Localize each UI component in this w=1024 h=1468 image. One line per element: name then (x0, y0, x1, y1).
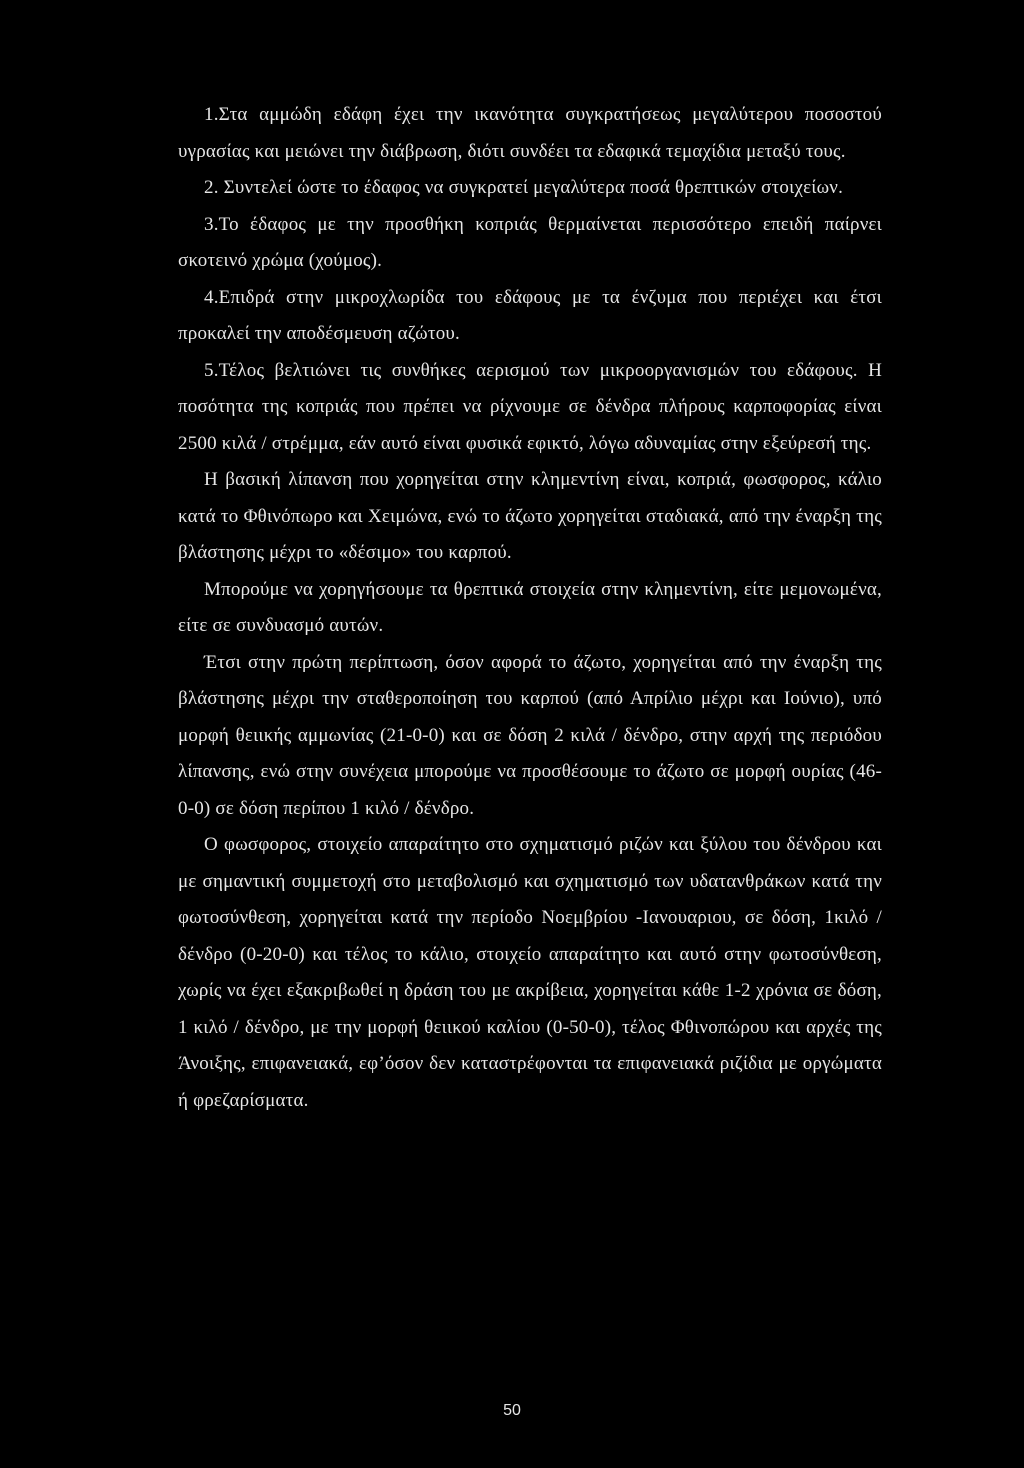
paragraph-1: 1.Στα αμμώδη εδάφη έχει την ικανότητα συγκρατήσεως μεγαλύτερου ποσοστού υγρασίας και μειώνει την διάβρωση, διότι συνδέει τα εδαφικά τεμαχίδια μεταξύ τους. (178, 104, 882, 162)
page-number: 50 (503, 1402, 521, 1419)
paragraph-2: 2. Συντελεί ώστε το έδαφος να συγκρατεί μεγαλύτερα ποσά θρεπτικών στοιχείων. (204, 177, 844, 198)
paragraph-4: 4.Επιδρά στην μικροχλωρίδα του εδάφους με τα ένζυμα που περιέχει και έτσι προκαλεί την αποδέσμευση αζώτου. (178, 286, 882, 344)
paragraph-7: Μπορούμε να χορηγήσουμε τα θρεπτικά στοιχεία στην κλημεντίνη, είτε μεμονωμένα, είτε σε συνδυασμό αυτών. (178, 578, 882, 636)
paragraph-3: 3.Το έδαφος με την προσθήκη κοπριάς θερμαίνεται περισσότερο επειδή παίρνει σκοτεινό χρώμα (χούμος). (178, 213, 882, 271)
paragraph-6: Η βασική λίπανση που χορηγείται στην κλημεντίνη είναι, κοπριά, φωσφορος, κάλιο κατά το Φθινόπωρο και Χειμώνα, ενώ το άζωτο χορηγείται σταδιακά, από την έναρξη της βλάστησης μέχρι το «δέσιμο» του καρπού. (178, 469, 882, 563)
document-body (178, 97, 882, 1119)
paragraph-5: 5.Τέλος βελτιώνει τις συνθήκες αερισμού των μικροοργανισμών του εδάφους. Η ποσότητα της κοπριάς που πρέπει να ρίχνουμε σε δένδρα πλήρους καρποφορίας είναι 2500 κιλά / στρέμμα, εάν αυτό είναι φυσικά εφικτό, λόγω αδυναμίας στην εξεύρεσή της. (178, 359, 882, 454)
paragraph-8: Έτσι στην πρώτη περίπτωση, όσον αφορά το άζωτο, χορηγείται από την έναρξη της βλάστησης μέχρι την σταθεροποίηση του καρπού (από Απρίλιο μέχρι και Ιούνιο), υπό μορφή θειικής αμμωνίας (21-0-0) και σε δόση 2 κιλά / δένδρο, στην αρχή της περιόδου λίπανσης, ενώ στην συνέχεια μπορούμε να προσθέσουμε το άζωτο σε μορφή ουρίας (46-0-0) σε δόση περίπου 1 κιλό / δένδρο. (178, 651, 882, 819)
paragraph-9: Ο φωσφορος, στοιχείο απαραίτητο στο σχηματισμό ριζών και ξύλου του δένδρου και με σημαντική συμμετοχή στο μεταβολισμό και σχηματισμό των υδατανθράκων κατά την φωτοσύνθεση, χορηγείται κατά την περίοδο Νοεμβρίου -Ιανουαριου, σε δόση, 1κιλό / δένδρο (0-20-0) και τέλος το κάλιο, στοιχείο απαραίτητο και αυτό στην φωτοσύνθεση, χωρίς να έχει εξακριβωθεί η δράση του με ακρίβεια, χορηγείται κάθε 1-2 χρόνια σε δόση, 1 κιλό / δένδρο, με την μορφή θειικού καλίου (0-50-0), τέλος Φθινοπώρου και αρχές της Άνοιξης, επιφανειακά, εφ’όσον δεν καταστρέφονται τα επιφανειακά ριζίδια με οργώματα ή φρεζαρίσματα. (178, 834, 882, 1111)
